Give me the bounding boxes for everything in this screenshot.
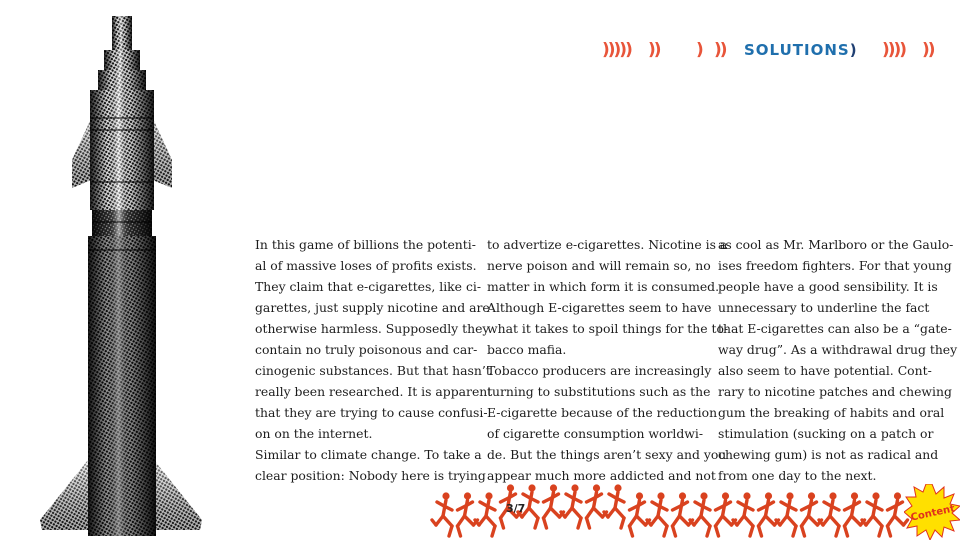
- runner-figure: [544, 484, 564, 528]
- runner-figure: [647, 492, 667, 536]
- text-line: bacco mafia.: [487, 342, 567, 357]
- runner-figure: [475, 492, 495, 536]
- text-line: rary to nicotine patches and chewing: [718, 384, 952, 399]
- text-line: matter in which form it is consumed.: [487, 279, 720, 294]
- text-line: to advertize e-cigarettes. Nicotine is a: [487, 237, 728, 252]
- text-line: al of massive loses of profits exists.: [255, 258, 477, 273]
- text-column-3: [718, 234, 958, 486]
- running-figures-illustration: [430, 482, 910, 540]
- text-line: stimulation (sucking on a patch or: [718, 426, 934, 441]
- text-line: what it takes to spoil things for the to-: [487, 321, 729, 336]
- text-line: ises freedom fighters. For that young: [718, 258, 952, 273]
- runner-figure: [690, 492, 710, 536]
- text-column-2: [487, 234, 729, 486]
- text-line: Tobacco producers are increasingly: [487, 363, 712, 378]
- text-line: that E-cigarettes can also be a “gate-: [718, 321, 952, 336]
- runner-figure: [432, 492, 452, 536]
- text-line: In this game of billions the potenti-: [255, 237, 476, 252]
- nav-item-6[interactable]: )): [922, 40, 934, 60]
- runner-figure: [587, 484, 607, 528]
- runner-figure: [776, 492, 796, 536]
- rocket-illustration: [36, 10, 206, 540]
- section-navigation: [600, 40, 950, 66]
- runner-figure: [716, 492, 736, 536]
- text-line: also seem to have potential. Cont-: [718, 363, 932, 378]
- nav-active-label: SOLUTIONS: [744, 41, 850, 59]
- text-line: clear position: Nobody here is trying: [255, 468, 486, 483]
- page-number: 3/7: [506, 502, 526, 515]
- runner-figure: [561, 484, 581, 528]
- text-line: appear much more addicted and not: [487, 468, 716, 483]
- text-line: gum the breaking of habits and oral: [718, 405, 945, 420]
- nav-item-3[interactable]: ): [696, 40, 702, 60]
- text-line: of cigarette consumption worldwi-: [487, 426, 704, 441]
- text-line: de. But the things aren’t sexy and you: [487, 447, 727, 462]
- text-line: on on the internet.: [255, 426, 373, 441]
- text-line: unnecessary to underline the fact: [718, 300, 930, 315]
- text-column-1: [255, 234, 493, 486]
- content-button-label: Content: [909, 503, 956, 524]
- nav-item-4[interactable]: )): [714, 40, 726, 60]
- text-line: as cool as Mr. Marlboro or the Gaulo-: [718, 237, 954, 252]
- text-line: people have a good sensibility. It is: [718, 279, 938, 294]
- runner-figure: [845, 492, 865, 536]
- runner-figure: [630, 492, 650, 536]
- text-line: that they are trying to cause confusi-: [255, 405, 488, 420]
- text-line: way drug”. As a withdrawal drug they: [718, 342, 958, 357]
- nav-active-suffix: ): [849, 41, 858, 59]
- runner-figure: [802, 492, 822, 536]
- text-line: turning to substitutions such as the: [487, 384, 711, 399]
- text-line: chewing gum) is not as radical and: [718, 447, 939, 462]
- text-line: garettes, just supply nicotine and are: [255, 300, 490, 315]
- runner-figure: [862, 492, 882, 536]
- runner-figure: [604, 484, 624, 528]
- nav-item-2[interactable]: )): [648, 40, 660, 60]
- content-button[interactable]: [904, 484, 960, 540]
- runner-figure: [673, 492, 693, 536]
- text-line: from one day to the next.: [718, 468, 877, 483]
- nav-item-5[interactable]: )))): [882, 40, 906, 60]
- nav-item-1[interactable]: ))))): [602, 40, 631, 60]
- text-line: Similar to climate change. To take a: [255, 447, 482, 462]
- runner-figure: [819, 492, 839, 536]
- runner-figure: [733, 492, 753, 536]
- text-line: otherwise harmless. Supposedly they: [255, 321, 490, 336]
- text-line: really been researched. It is apparent: [255, 384, 493, 399]
- text-line: Although E-cigarettes seem to have: [487, 300, 712, 315]
- text-line: They claim that e-cigarettes, like ci-: [255, 279, 482, 294]
- text-line: cinogenic substances. But that hasn’t: [255, 363, 491, 378]
- text-line: E-cigarette because of the reduction: [487, 405, 718, 420]
- runner-figure: [458, 492, 478, 536]
- nav-item-solutions[interactable]: [744, 41, 858, 59]
- text-line: contain no truly poisonous and car-: [255, 342, 478, 357]
- text-line: nerve poison and will remain so, no: [487, 258, 711, 273]
- runner-figure: [759, 492, 779, 536]
